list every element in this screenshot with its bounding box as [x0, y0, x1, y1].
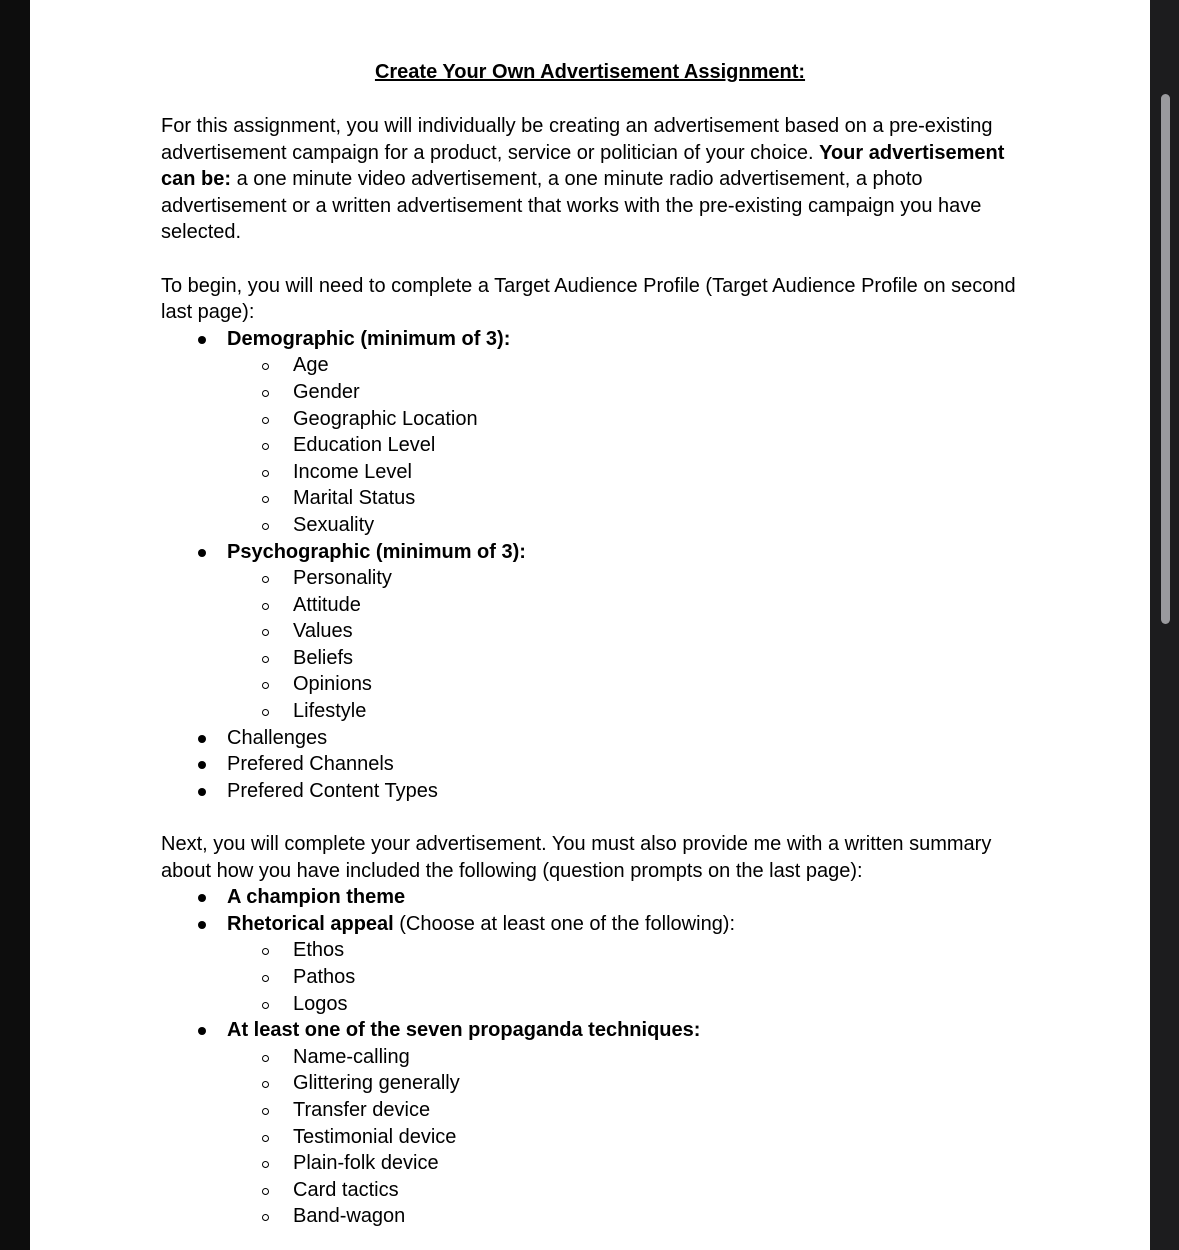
list-item-channels: Prefered Channels	[161, 751, 1031, 778]
left-margin-bar	[0, 0, 30, 1250]
rhetorical-label	[227, 911, 1031, 938]
list-item: Gender	[161, 379, 1031, 406]
list-item: Opinions	[161, 671, 1031, 698]
document-title: Create Your Own Advertisement Assignment:	[374, 61, 806, 83]
next-intro-paragraph: Next, you will complete your advertisement. You must also provide me with a written summary about how you have included the following (question prompts on the last page):	[161, 833, 992, 882]
profile-list	[161, 326, 1031, 805]
demographic-sublist	[227, 352, 1031, 538]
psychographic-sublist	[227, 565, 1031, 725]
list-item: Plain-folk device	[161, 1150, 1031, 1177]
list-item: Lifestyle	[161, 698, 1031, 725]
propaganda-label: At least one of the seven propaganda techniques:	[227, 1019, 701, 1042]
list-item: Geographic Location	[161, 406, 1031, 433]
list-item: Education Level	[161, 432, 1031, 459]
propaganda-sublist	[227, 1044, 1031, 1230]
scrollbar-thumb[interactable]	[1161, 94, 1170, 624]
profile-intro-paragraph: To begin, you will need to complete a Target Audience Profile (Target Audience Profile on second last page):	[161, 274, 1016, 324]
demographic-label: Demographic (minimum of 3):	[227, 327, 511, 350]
list-item: Logos	[161, 991, 1031, 1018]
rhetorical-bold: Rhetorical appeal	[227, 912, 394, 935]
list-item: Sexuality	[161, 512, 1031, 539]
list-item-rhetorical	[161, 911, 1031, 1017]
list-item-champion	[161, 884, 1031, 911]
rhetorical-rest: (Choose at least one of the following):	[393, 912, 736, 935]
list-item-propaganda	[161, 1017, 1031, 1230]
list-item-psychographic	[161, 539, 1031, 725]
intro-bold-text: Your advertisement can be:	[161, 141, 1005, 191]
list-item: Marital Status	[161, 485, 1031, 512]
list-item: Age	[161, 352, 1031, 379]
list-item: Transfer device	[161, 1097, 1031, 1124]
intro-text-2: a one minute video advertisement, a one minute radio advertisement, a photo advertisement or a written advertisement that works with the pre-existing campaign you have selected.	[161, 168, 982, 244]
document-body	[161, 113, 1031, 1230]
list-item: Name-calling	[161, 1044, 1031, 1071]
spacer	[161, 804, 1031, 831]
list-item: Card tactics	[161, 1177, 1031, 1204]
list-item: Attitude	[161, 592, 1031, 619]
list-item-content-types: Prefered Content Types	[161, 778, 1031, 805]
spacer	[161, 246, 1031, 273]
document-page	[30, 0, 1150, 1250]
champion-label: A champion theme	[227, 886, 406, 909]
intro-text-1: For this assignment, you will individually be creating an advertisement based on a pre-existing advertisement campaign for a product, service or politician of your choice.	[161, 115, 993, 164]
list-item: Glittering generally	[161, 1070, 1031, 1097]
rhetorical-sublist	[227, 937, 1031, 1017]
list-item: Beliefs	[161, 645, 1031, 672]
psychographic-label: Psychographic (minimum of 3):	[227, 540, 526, 563]
list-item: Pathos	[161, 964, 1031, 991]
list-item: Income Level	[161, 459, 1031, 486]
list-item-demographic	[161, 326, 1031, 539]
list-item: Testimonial device	[161, 1124, 1031, 1151]
list-item: Band-wagon	[161, 1203, 1031, 1230]
requirements-list	[161, 884, 1031, 1230]
list-item-challenges: Challenges	[161, 725, 1031, 752]
intro-paragraph	[161, 113, 1031, 246]
list-item: Ethos	[161, 937, 1031, 964]
list-item: Values	[161, 618, 1031, 645]
list-item: Personality	[161, 565, 1031, 592]
